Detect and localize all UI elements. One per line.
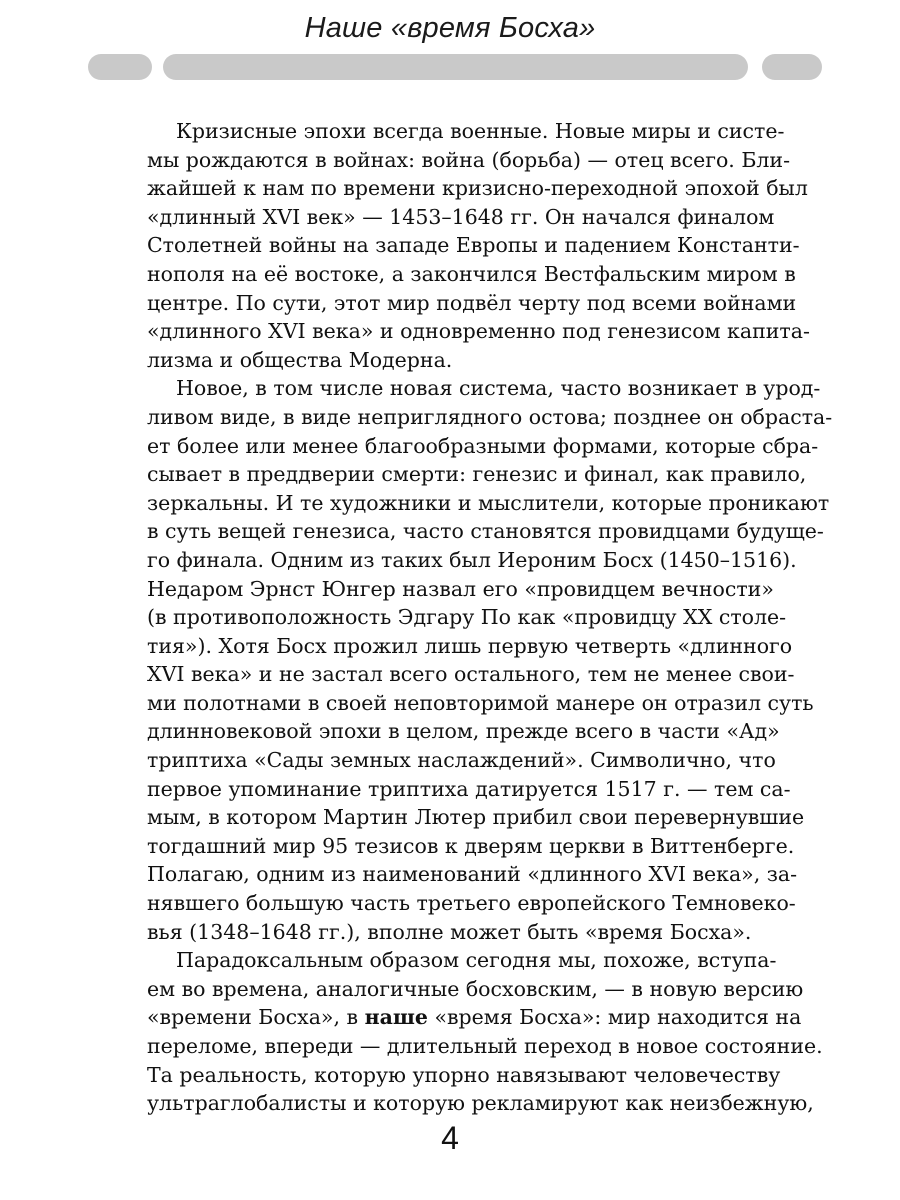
text-line: Парадоксальным образом сегодня мы, похоже, вступа- <box>176 948 777 973</box>
text-line: мым, в котором Мартин Лютер прибил свои перевернувшие <box>147 805 805 830</box>
text-line: Новое, в том числе новая система, часто возникает в урод- <box>176 376 821 401</box>
text-line: нополя на её востоке, а закончился Вестфальским миром в <box>147 261 796 286</box>
text-line: ет более или менее благообразными формами, которые сбра- <box>147 433 819 458</box>
text-line: Недаром Эрнст Юнгер назвал его «провидцем вечности» <box>147 576 774 601</box>
text-line: триптиха «Сады земных наслаждений». Символично, что <box>147 748 776 773</box>
running-head-title: Наше «время Босха» <box>304 12 596 44</box>
paragraph-3 <box>147 946 823 1118</box>
text-line: мы рождаются в войнах: война (борьба) — отец всего. Бли- <box>147 147 791 172</box>
text-line: «длинного XVI века» и одновременно под генезисом капита- <box>147 319 810 344</box>
text-line: нявшего большую часть третьего европейского Темновеко- <box>147 891 796 916</box>
text-line: тогдашний мир 95 тезисов к дверям церкви в Виттенберге. <box>147 833 795 858</box>
text-line: (в противоположность Эдгару По как «провидцу XX столе- <box>147 605 787 630</box>
text-line: ми полотнами в своей неповторимой манере он отразил суть <box>147 690 814 715</box>
text-line: Полагаю, одним из наименований «длинного XVI века», за- <box>147 862 798 887</box>
text-run: «времени Босха», в <box>147 1005 365 1030</box>
text-line: длинновековой эпохи в целом, прежде всего в части «Ад» <box>147 719 780 744</box>
text-line: «длинный XVI век» — 1453–1648 гг. Он начался финалом <box>147 204 775 229</box>
text-line: ем во времена, аналогичные босховским, — в новую версию <box>147 976 804 1001</box>
text-line-with-emphasis <box>147 1003 802 1032</box>
header-decor-bar-center <box>163 54 748 80</box>
text-line: го финала. Одним из таких был Иероним Босх (1450–1516). <box>147 547 797 572</box>
text-line: жайшей к нам по времени кризисно-переходной эпохой был <box>147 176 808 201</box>
text-line: тия»). Хотя Босх прожил лишь первую четверть «длинного <box>147 633 793 658</box>
text-line: вья (1348–1648 гг.), вполне может быть «время Босха». <box>147 919 752 944</box>
page-number: 4 <box>441 1120 459 1156</box>
text-line: Та реальность, которую упорно навязывают человечеству <box>147 1062 781 1087</box>
text-line: Столетней войны на западе Европы и падением Константи- <box>147 233 800 258</box>
header-decor-bar-left <box>88 54 152 80</box>
paragraph-1 <box>147 117 810 374</box>
text-line: лизма и общества Модерна. <box>147 347 453 372</box>
header-decor-bar-right <box>762 54 822 80</box>
text-line: переломе, впереди — длительный переход в новое состояние. <box>147 1034 823 1058</box>
text-line: первое упоминание триптиха датируется 1517 г. — тем са- <box>147 776 791 801</box>
emphasized-word: наше <box>364 1005 428 1030</box>
paragraph-2 <box>147 374 833 946</box>
body-text <box>147 117 833 1118</box>
text-line: Кризисные эпохи всегда военные. Новые миры и систе- <box>176 119 785 143</box>
text-line: сывает в преддверии смерти: генезис и финал, как правило, <box>147 462 807 487</box>
text-line: зеркальны. И те художники и мыслители, которые проникают <box>147 490 830 515</box>
text-line: в суть вещей генезиса, часто становятся провидцами будуще- <box>147 519 824 544</box>
text-line: ультраглобалисты и которую рекламируют как неизбежную, <box>147 1091 814 1116</box>
text-line: ливом виде, в виде неприглядного остова; позднее он обраста- <box>147 404 833 429</box>
text-run: «время Босха»: мир находится на <box>427 1005 802 1030</box>
text-line: центре. По сути, этот мир подвёл черту под всеми войнами <box>147 290 797 315</box>
text-line: XVI века» и не застал всего остального, тем не менее свои- <box>147 662 795 687</box>
